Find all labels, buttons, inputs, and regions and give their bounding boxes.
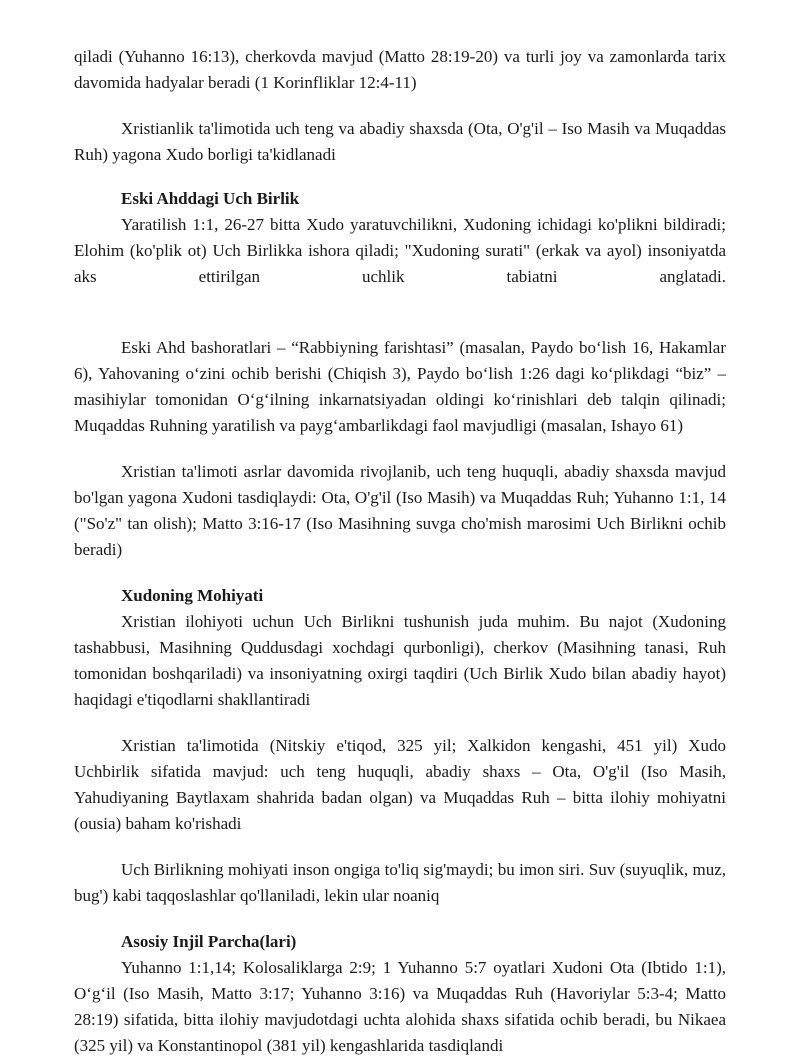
heading-old-testament-trinity: Eski Ahddagi Uch Birlik [121,189,300,208]
paragraph-mystery: Uch Birlikning mohiyati inson ongiga to'liq sig'maydi; bu imon siri. Suv (suyuqlik, muz, bug') kabi taqqoslashlar qo'llaniladi, lekin ular noaniq [74,860,726,905]
paragraph-scriptures: Yuhanno 1:1,14; Kolosaliklarga 2:9; 1 Yuhanno 5:7 oyatlari Xudoni Ota (Ibtido 1:1), O‘g‘il (Iso Masih, Matto 3:17; Yuhanno 3:16) va Muqaddas Ruh (Havoriylar 5:3-4; Matto 28:19) sifatida, bitta ilohiy mavjudotdagi uchta alohida shaxs sifatida ochib beradi, bu Nikaea (325 yil) va Konstantinopol (381 yil) kengashlarida tasdiqlandi [74,958,726,1055]
paragraph-prophecies: Eski Ahd bashoratlari – “Rabbiyning farishtasi” (masalan, Paydo bo‘lish 16, Hakamlar 6), Yahovaning o‘zini ochib berishi (Chiqish 3), Paydo bo‘lish 1:26 dagi ko‘plikdagi “biz” – masihiylar tomonidan O‘g‘ilning inkarnatsiyadan oldingi ko‘rinishlari deb talqin qilinadi; Muqaddas Ruhning yaratilish va payg‘ambarlikdagi faol mavjudligi (masalan, Ishayo 61) [74,338,726,435]
paragraph-nicene: Xristian ta'limotida (Nitskiy e'tiqod, 325 yil; Xalkidon kengashi, 451 yil) Xudo Uchbirlik sifatida mavjud: uch teng huquqli, abadiy shaxs – Ota, O'g'il (Iso Masih, Yahudiyaning Baytlaxam shahrida badan olgan) va Muqaddas Ruh – bitta ilohiy mohiyatni (ousia) baham ko'rishadi [74,736,726,833]
paragraph-theology: Xristian ilohiyoti uchun Uch Birlikni tushunish juda muhim. Bu najot (Xudoning tashabbusi, Masihning Quddusdagi xochdagi qurbonligi), cherkov (Masihning tanasi, Ruh tomonidan boshqariladi) va insoniyatning oxirgi taqdiri (Uch Birlik Xudo bilan abadiy hayot) haqidagi e'tiqodlarni shakllantiradi [74,612,726,709]
paragraph-genesis: Yaratilish 1:1, 26-27 bitta Xudo yaratuvchilikni, Xudoning ichidagi ko'plikni bildiradi; Elohim (ko'plik ot) Uch Birlikka ishora qiladi; "Xudoning surati" (erkak va ayol) insoniyatda aks ettirilgan uchlik tabiatni anglatadi. [74,215,726,286]
heading-essence-of-god: Xudoning Mohiyati [121,586,264,605]
heading-key-scriptures: Asosiy Injil Parcha(lari) [121,932,297,951]
paragraph-trinity-definition: Xristianlik ta'limotida uch teng va abadiy shaxsda (Ota, O'g'il – Iso Masih va Muqaddas Ruh) yagona Xudo borligi ta'kidlanadi [74,119,726,164]
paragraph-doctrine: Xristian ta'limoti asrlar davomida rivojlanib, uch teng huquqli, abadiy shaxsda mavjud bo'lgan yagona Xudoni tasdiqlaydi: Ota, O'g'il (Iso Masih) va Muqaddas Ruh; Yuhanno 1:1, 14 ("So'z" tan olish); Matto 3:16-17 (Iso Masihning suvga cho'mish marosimi Uch Birlikni ochib beradi) [74,462,726,559]
document-page [74,44,726,1059]
paragraph-continuation: qiladi (Yuhanno 16:13), cherkovda mavjud (Matto 28:19-20) va turli joy va zamonlarda tarix davomida hadyalar beradi (1 Korinfliklar 12:4-11) [74,47,726,92]
